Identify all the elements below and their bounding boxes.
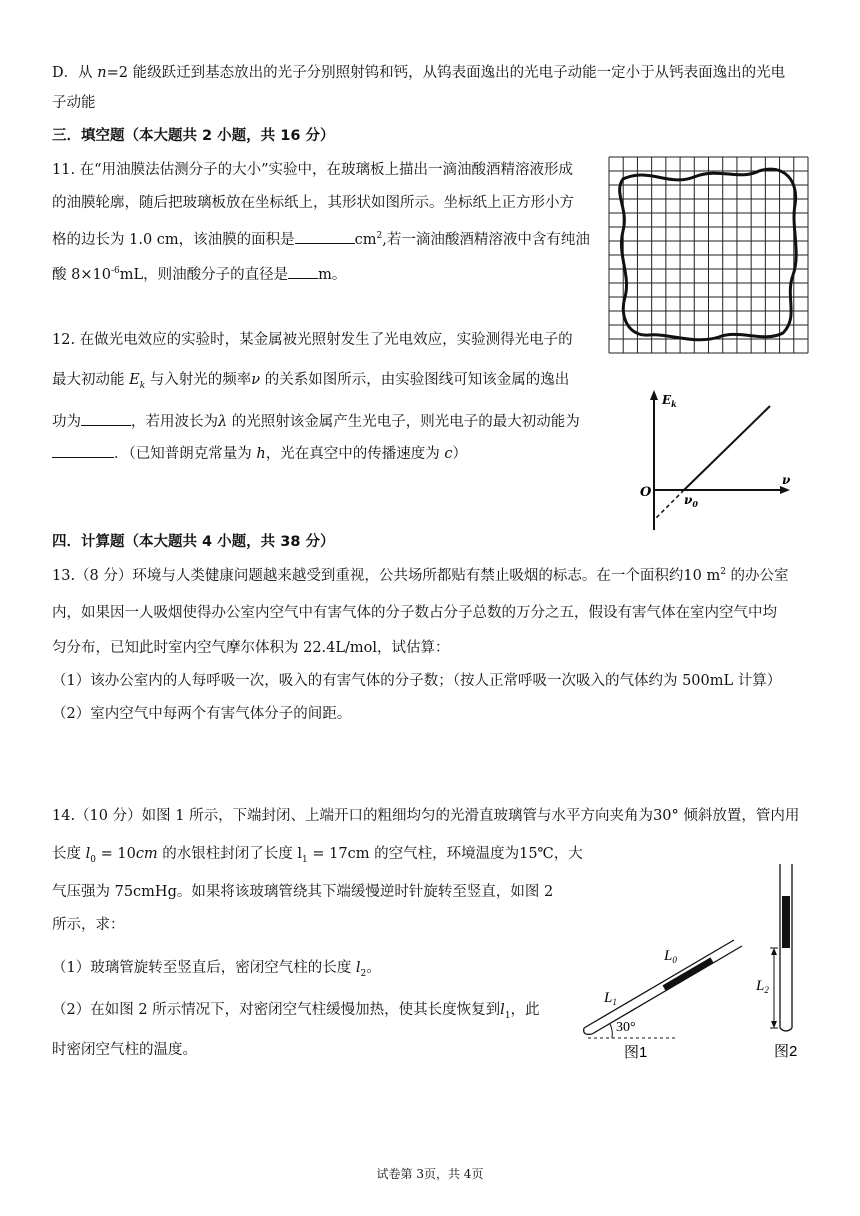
sub: 1 [302, 854, 308, 865]
ek-frequency-graph [630, 388, 800, 534]
var-h: h [256, 446, 266, 462]
mercury-column [664, 960, 712, 988]
sub: 2 [360, 968, 367, 979]
temperature: 15℃ [519, 846, 554, 862]
q11-line4 [52, 263, 346, 285]
var-e: E [129, 372, 140, 388]
q14-line1 [52, 806, 799, 826]
angle-arc [610, 1024, 612, 1038]
q14-part2 [52, 1000, 540, 1020]
figure-1-caption: 图1 [624, 1044, 648, 1061]
answer-blank-diameter[interactable] [288, 263, 318, 279]
text: 酸 8×10 [52, 267, 111, 283]
q14-line4: 所示，求： [52, 917, 125, 933]
q14-part1 [52, 958, 381, 978]
unit: cm [135, 846, 158, 862]
text: m。 [318, 267, 347, 283]
tube-closed-end [780, 1028, 792, 1031]
grid-lines [609, 157, 808, 353]
q10-option-d-line1 [52, 63, 785, 83]
text: mL，则油酸分子的直径是 [119, 267, 289, 283]
text: ，若用波长为 [131, 414, 218, 430]
l0-label: $L_0$ [664, 948, 677, 965]
tube-figure-1 [574, 920, 754, 1060]
q12-line4 [52, 442, 467, 464]
text: 的光照射该金属产生光电子，则光电子的最大初动能为 [227, 414, 580, 430]
sub: 0 [90, 854, 96, 865]
sup: 2 [376, 231, 383, 242]
q12-line3 [52, 410, 580, 432]
angle: 30° [653, 808, 679, 824]
var-l: l [355, 960, 361, 976]
text: 的水银柱封闭了长度 [157, 846, 298, 862]
text: D．从 [52, 65, 98, 81]
tube-figure-2 [752, 862, 822, 1060]
sub: k [139, 380, 146, 391]
q13-part2: （2）室内空气中每两个有害气体分子的间距。 [52, 706, 352, 722]
angle-label: 30° [616, 1020, 636, 1035]
var-l: l [500, 1002, 505, 1018]
q14-part2-line2: 时密闭空气柱的温度。 [52, 1042, 197, 1058]
answer-blank-work-function[interactable] [81, 410, 131, 426]
text: ，此 [510, 1002, 540, 1018]
text: 14.（10 分）如图 1 所示，下端封闭、上端开口的粗细均匀的光滑直玻璃管与水平方向夹角为 [52, 808, 654, 824]
var-nu: ν [251, 372, 261, 388]
ek-line [684, 406, 770, 490]
text: 。 [366, 960, 381, 976]
text: 的办公室 [725, 568, 789, 584]
text: =2 能级跃迁到基态放出的光子分别照射钨和钙，从钨表面逸出的光电子动能一定小于从钙表面逸出的光电 [106, 65, 786, 81]
q13-line1 [52, 566, 789, 586]
tube-wall-upper [584, 940, 734, 1028]
l1-label: $L_1$ [604, 990, 617, 1007]
text: ．（已知普朗克常量为 [114, 446, 257, 462]
page-footer: 试卷第 3页，共 4页 [376, 1167, 484, 1181]
y-axis-arrow [650, 390, 658, 400]
q14-line2 [52, 844, 583, 864]
text: 的关系如图所示，由实验图线可知该金属的逸出 [260, 372, 570, 388]
ek-line-extension [654, 490, 684, 520]
sup: 2 [720, 567, 726, 578]
answer-blank-kinetic-energy[interactable] [52, 442, 114, 458]
q10-option-d-line2: 子动能 [52, 95, 96, 111]
var-c: c [444, 446, 453, 462]
oil-film-outline [620, 169, 797, 340]
q13-line3: 匀分布，已知此时室内空气摩尔体积为 22.4L/mol，试估算： [52, 640, 450, 656]
text: ，光在真空中的传播速度为 [265, 446, 445, 462]
x-label: ν [782, 473, 791, 487]
section3-heading: 三．填空题（本大题共 2 小题，共 16 分） [52, 128, 335, 144]
text: ） [452, 446, 467, 462]
nu0-label: $\nu_0$ [684, 493, 698, 509]
q11-line1: 11. 在“用油膜法估测分子的大小”实验中，在玻璃板上描出一滴油酸酒精溶液形成 [52, 162, 573, 178]
text: 倾斜放置，管内用 [678, 808, 800, 824]
text: ，大 [553, 846, 583, 862]
q12-line1: 12. 在做光电效应的实验时，某金属被光照射发生了光电效应，实验测得光电子的 [52, 332, 573, 348]
answer-blank-area[interactable] [295, 228, 355, 244]
text: 长度 [52, 846, 86, 862]
q13-line2: 内，如果因一人吸烟使得办公室内空气中有害气体的分子数占分子总数的万分之五，假设有害气体在室内空气中均 [52, 605, 777, 621]
origin-label: O [640, 485, 652, 500]
x-axis-arrow [780, 486, 790, 494]
oil-film-grid-figure [609, 157, 808, 353]
var-lambda: λ [218, 414, 228, 430]
text: 格的边长为 1.0 cm，该油膜的面积是 [52, 232, 295, 248]
q11-line2: 的油膜轮廓，随后把玻璃板放在坐标纸上，其形状如图所示。坐标纸上正方形小方 [52, 195, 574, 211]
text: ,若一滴油酸酒精溶液中含有纯油 [382, 232, 590, 248]
text: = 10 [95, 846, 136, 862]
arrow-up [771, 948, 777, 955]
q12-line2 [52, 370, 569, 390]
var-n: n [97, 65, 107, 81]
text: 功为 [52, 414, 81, 430]
section4-heading: 四．计算题（本大题共 4 小题，共 38 分） [52, 534, 335, 550]
sup: -6 [110, 266, 120, 277]
mercury-column [782, 896, 790, 948]
text: 10 m [683, 568, 721, 584]
text: 与入射光的频率 [145, 372, 252, 388]
l2-label: $L_2$ [756, 978, 769, 995]
q13-part1: （1）该办公室内的人每呼吸一次，吸入的有害气体的分子数；（按人正常呼吸一次吸入的气体约为 500mL 计算） [52, 673, 782, 689]
unit: cm [354, 232, 377, 248]
tube-closed-end [584, 1028, 592, 1034]
sub: 1 [504, 1010, 511, 1021]
arrow-down [771, 1021, 777, 1028]
q11-line3 [52, 228, 590, 250]
text: 最大初动能 [52, 372, 130, 388]
figure-2-caption: 图2 [774, 1043, 798, 1060]
text: 13.（8 分）环境与人类健康问题越来越受到重视，公共场所都贴有禁止吸烟的标志。在一个面积约 [52, 568, 684, 584]
text: = 17cm 的空气柱，环境温度为 [307, 846, 520, 862]
q14-line3: 气压强为 75cmHg。如果将该玻璃管绕其下端缓慢逆时针旋转至竖直，如图 2 [52, 884, 554, 900]
text: （1）玻璃管旋转至竖直后，密闭空气柱的长度 [52, 960, 356, 976]
var-l: l [85, 846, 91, 862]
y-label: $E_k$ [662, 393, 677, 409]
var-l: l [297, 846, 303, 862]
text: （2）在如图 2 所示情况下，对密闭空气柱缓慢加热，使其长度恢复到 [52, 1002, 501, 1018]
